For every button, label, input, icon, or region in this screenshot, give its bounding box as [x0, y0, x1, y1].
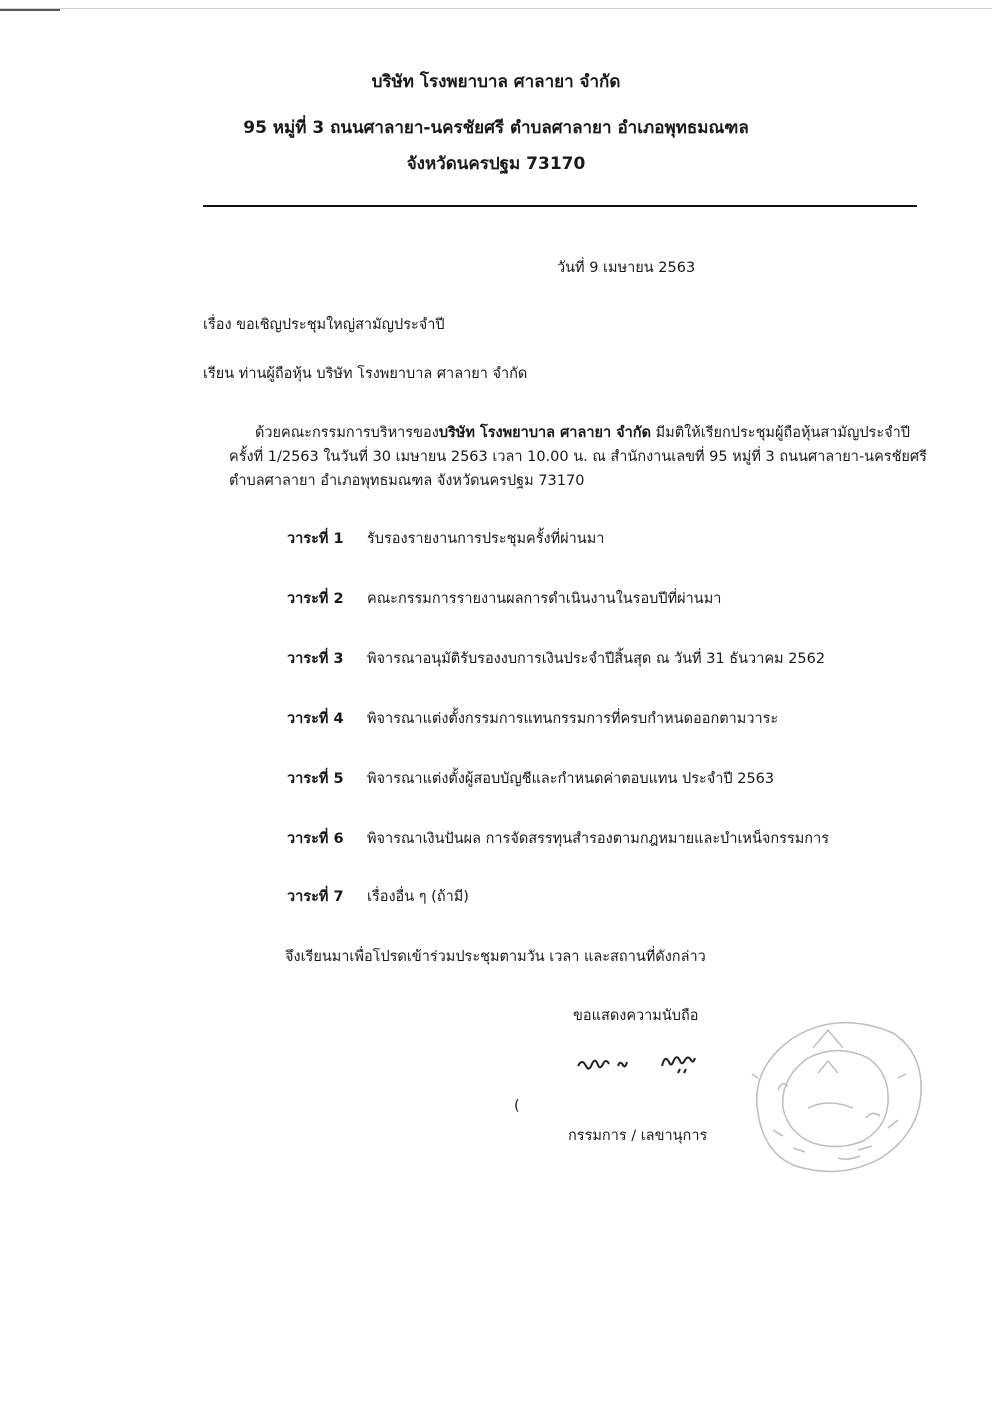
- letter-date: วันที่ 9 เมษายน 2563: [557, 260, 696, 276]
- agenda-item: [287, 647, 825, 670]
- company-address-line1: 95 หมู่ที่ 3 ถนนศาลายา-นครชัยศรี ตำบลศาลายา อำเภอพุทธมณฑล: [243, 118, 749, 138]
- agenda-number: วาระที่ 4: [287, 711, 344, 727]
- closing-sentence: จึงเรียนมาเพื่อโปรดเข้าร่วมประชุมตามวัน เวลา และสถานที่ดังกล่าว: [285, 949, 706, 965]
- agenda-item: [287, 587, 721, 610]
- body-prefix: ด้วยคณะกรรมการบริหารของ: [255, 425, 439, 441]
- name-open-parenthesis: (: [514, 1098, 520, 1114]
- agenda-number: วาระที่ 5: [287, 771, 344, 787]
- signer-position: กรรมการ / เลขานุการ: [568, 1128, 708, 1144]
- body-company-name: บริษัท โรงพยาบาล ศาลายา จำกัด: [438, 425, 651, 441]
- agenda-item: [287, 827, 829, 850]
- agenda-item: [287, 707, 778, 730]
- agenda-number: วาระที่ 7: [287, 889, 344, 905]
- agenda-text: พิจารณาเงินปันผล การจัดสรรทุนสำรองตามกฎหมายและบำเหน็จกรรมการ: [367, 831, 830, 847]
- scan-edge-line: [0, 8, 992, 9]
- agenda-text: คณะกรรมการรายงานผลการดำเนินงานในรอบปีที่ผ่านมา: [367, 591, 722, 607]
- handwritten-signature: [574, 1046, 724, 1076]
- agenda-text: เรื่องอื่น ๆ (ถ้ามี): [367, 889, 469, 905]
- letter-recipient: เรียน ท่านผู้ถือหุ้น บริษัท โรงพยาบาล ศาลายา จำกัด: [203, 366, 528, 382]
- letter-subject: เรื่อง ขอเชิญประชุมใหญ่สามัญประจำปี: [203, 317, 445, 333]
- agenda-text: พิจารณาอนุมัติรับรองงบการเงินประจำปีสิ้นสุด ณ วันที่ 31 ธันวาคม 2562: [367, 651, 826, 667]
- agenda-text: พิจารณาแต่งตั้งกรรมการแทนกรรมการที่ครบกำหนดออกตามวาระ: [367, 711, 779, 727]
- agenda-item: [287, 767, 774, 790]
- header-divider: [203, 205, 917, 207]
- regards: ขอแสดงความนับถือ: [573, 1008, 699, 1024]
- agenda-item: [287, 527, 604, 550]
- scan-edge-mark: [0, 9, 60, 11]
- company-seal-stamp: [738, 1018, 928, 1178]
- agenda-number: วาระที่ 1: [287, 531, 344, 547]
- body-paragraph: [229, 421, 939, 493]
- agenda-number: วาระที่ 3: [287, 651, 344, 667]
- agenda-text: พิจารณาแต่งตั้งผู้สอบบัญชีและกำหนดค่าตอบแทน ประจำปี 2563: [367, 771, 775, 787]
- agenda-number: วาระที่ 6: [287, 831, 344, 847]
- agenda-text: รับรองรายงานการประชุมครั้งที่ผ่านมา: [367, 531, 605, 547]
- company-name: บริษัท โรงพยาบาล ศาลายา จำกัด: [371, 72, 621, 92]
- body-rest: มีมติให้เรียกประชุมผู้ถือหุ้นสามัญประจำปี ครั้งที่ 1/2563 ในวันที่ 30 เมษายน 2563 เวลา 10.00 น. ณ สำนักงานเลขที่ 95 หมู่ที่ 3 ถนนศาลายา-นครชัยศรี ตำบลศาลายา อำเภอพุทธมณฑล จังหวัดนครปฐม 73170: [229, 425, 927, 489]
- agenda-number: วาระที่ 2: [287, 591, 344, 607]
- agenda-item: [287, 885, 469, 908]
- company-address-line2: จังหวัดนครปฐม 73170: [406, 154, 586, 174]
